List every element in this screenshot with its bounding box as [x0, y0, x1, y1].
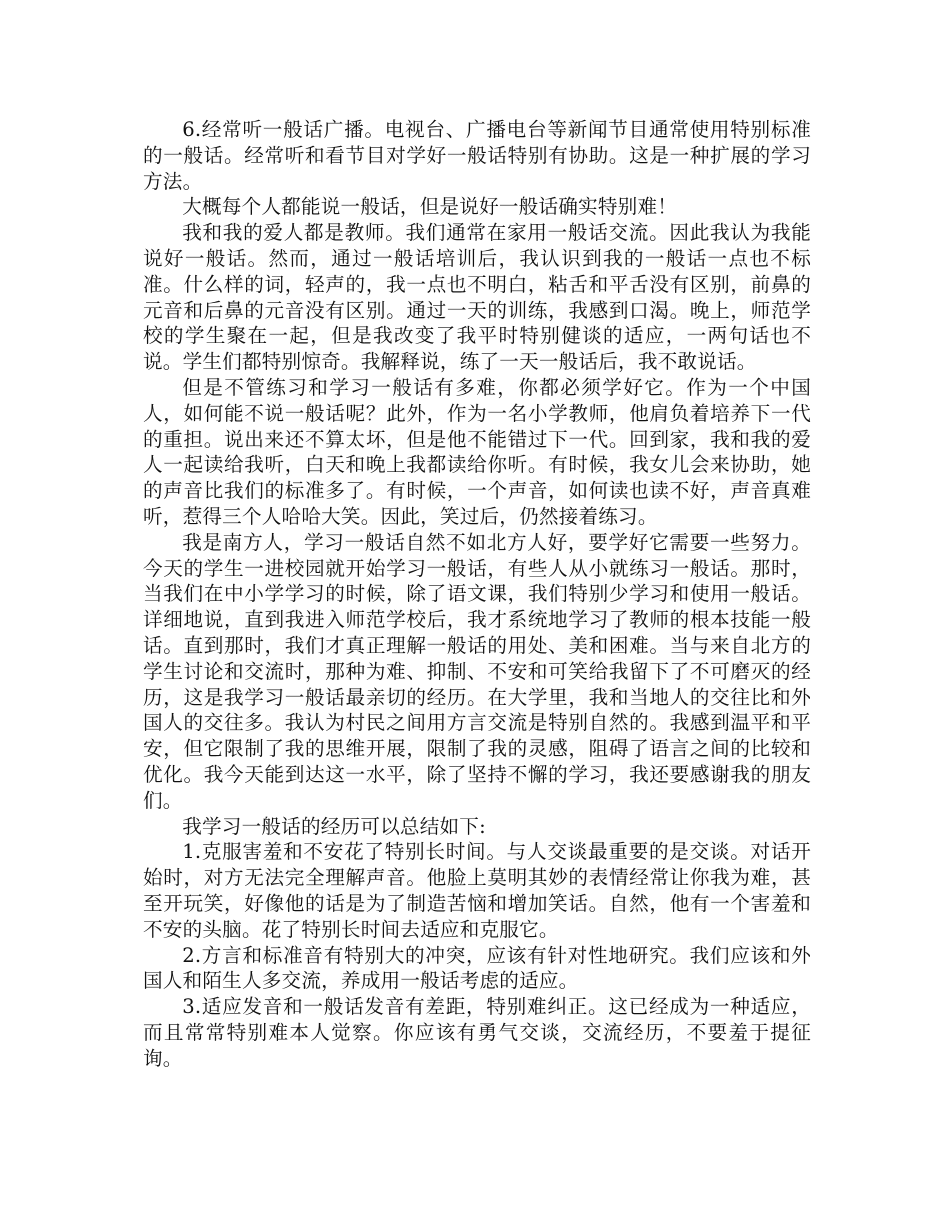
list-item-pronunciation: 3.适应发音和一般话发音有差距，特别难纠正。这已经成为一种适应，而且常常特别难本人觉察。你应该有勇气交谈，交流经历，不要羞于提征询。: [143, 995, 811, 1070]
list-item-dialect: 2.方言和标准音有特别大的冲突，应该有针对性地研究。我们应该和外国人和陌生人多交流，养成用一般话考虑的适应。: [143, 943, 811, 993]
paragraph-summary-intro: 我学习一般话的经历可以总结如下:: [182, 814, 486, 838]
paragraph-broadcast-tip: 6.经常听一般话广播。电视台、广播电台等新闻节目通常使用特别标准的一般话。经常听和看节目对学好一般话特别有协助。这是一种扩展的学习方法。: [143, 118, 811, 193]
list-item-shyness: 1.克服害羞和不安花了特别长时间。与人交谈最重要的是交谈。对话开始时，对方无法完全理解声音。他脸上莫明其妙的表情经常让你我为难，甚至开玩笑，好像他的话是为了制造苦恼和增加笑话。自然，他有一个害羞和不安的头脑。花了特别长时间去适应和克服它。: [143, 840, 811, 941]
document-body: [143, 117, 811, 1071]
paragraph-teacher-experience: 我和我的爱人都是教师。我们通常在家用一般话交流。因此我认为我能说好一般话。然而，通过一般话培训后，我认识到我的一般话一点也不标准。什么样的词，轻声的，我一点也不明白，粘舌和平舌没有区别，前鼻的元音和后鼻的元音没有区别。通过一天的训练，我感到口渴。晚上，师范学校的学生聚在一起，但是我改变了我平时特别健谈的适应，一两句话也不说。学生们都特别惊奇。我解释说，练了一天一般话后，我不敢说话。: [143, 221, 811, 374]
paragraph-must-learn: 但是不管练习和学习一般话有多难，你都必须学好它。作为一个中国人，如何能不说一般话呢？此外，作为一名小学教师，他肩负着培养下一代的重担。说出来还不算太坏，但是他不能错过下一代。回到家，我和我的爱人一起读给我听，白天和晚上我都读给你听。有时候，我女儿会来协助，她的声音比我们的标准多了。有时候，一个声音，如何读也读不好，声音真难听，惹得三个人哈哈大笑。因此，笑过后，仍然接着练习。: [143, 375, 811, 528]
paragraph-southerner: 我是南方人，学习一般话自然不如北方人好，要学好它需要一些努力。今天的学生一进校园就开始学习一般话，有些人从小就练习一般话。那时，当我们在中小学学习的时候，除了语文课，我们特别少学习和使用一般话。详细地说，直到我进入师范学校后，我才系统地学习了教师的根本技能一般话。直到那时，我们才真正理解一般话的用处、美和困难。当与来自北方的学生讨论和交流时，那种为难、抑制、不安和可笑给我留下了不可磨灭的经历，这是我学习一般话最亲切的经历。在大学里，我和当地人的交往比和外国人的交往多。我认为村民之间用方言交流是特别自然的。我感到温平和平安，但它限制了我的思维开展，限制了我的灵感，阻碍了语言之间的比较和优化。我今天能到达这一水平，除了坚持不懈的学习，我还要感谢我的朋友们。: [143, 530, 811, 812]
paragraph-difficulty-intro: 大概每个人都能说一般话，但是说好一般话确实特别难！: [182, 195, 678, 219]
